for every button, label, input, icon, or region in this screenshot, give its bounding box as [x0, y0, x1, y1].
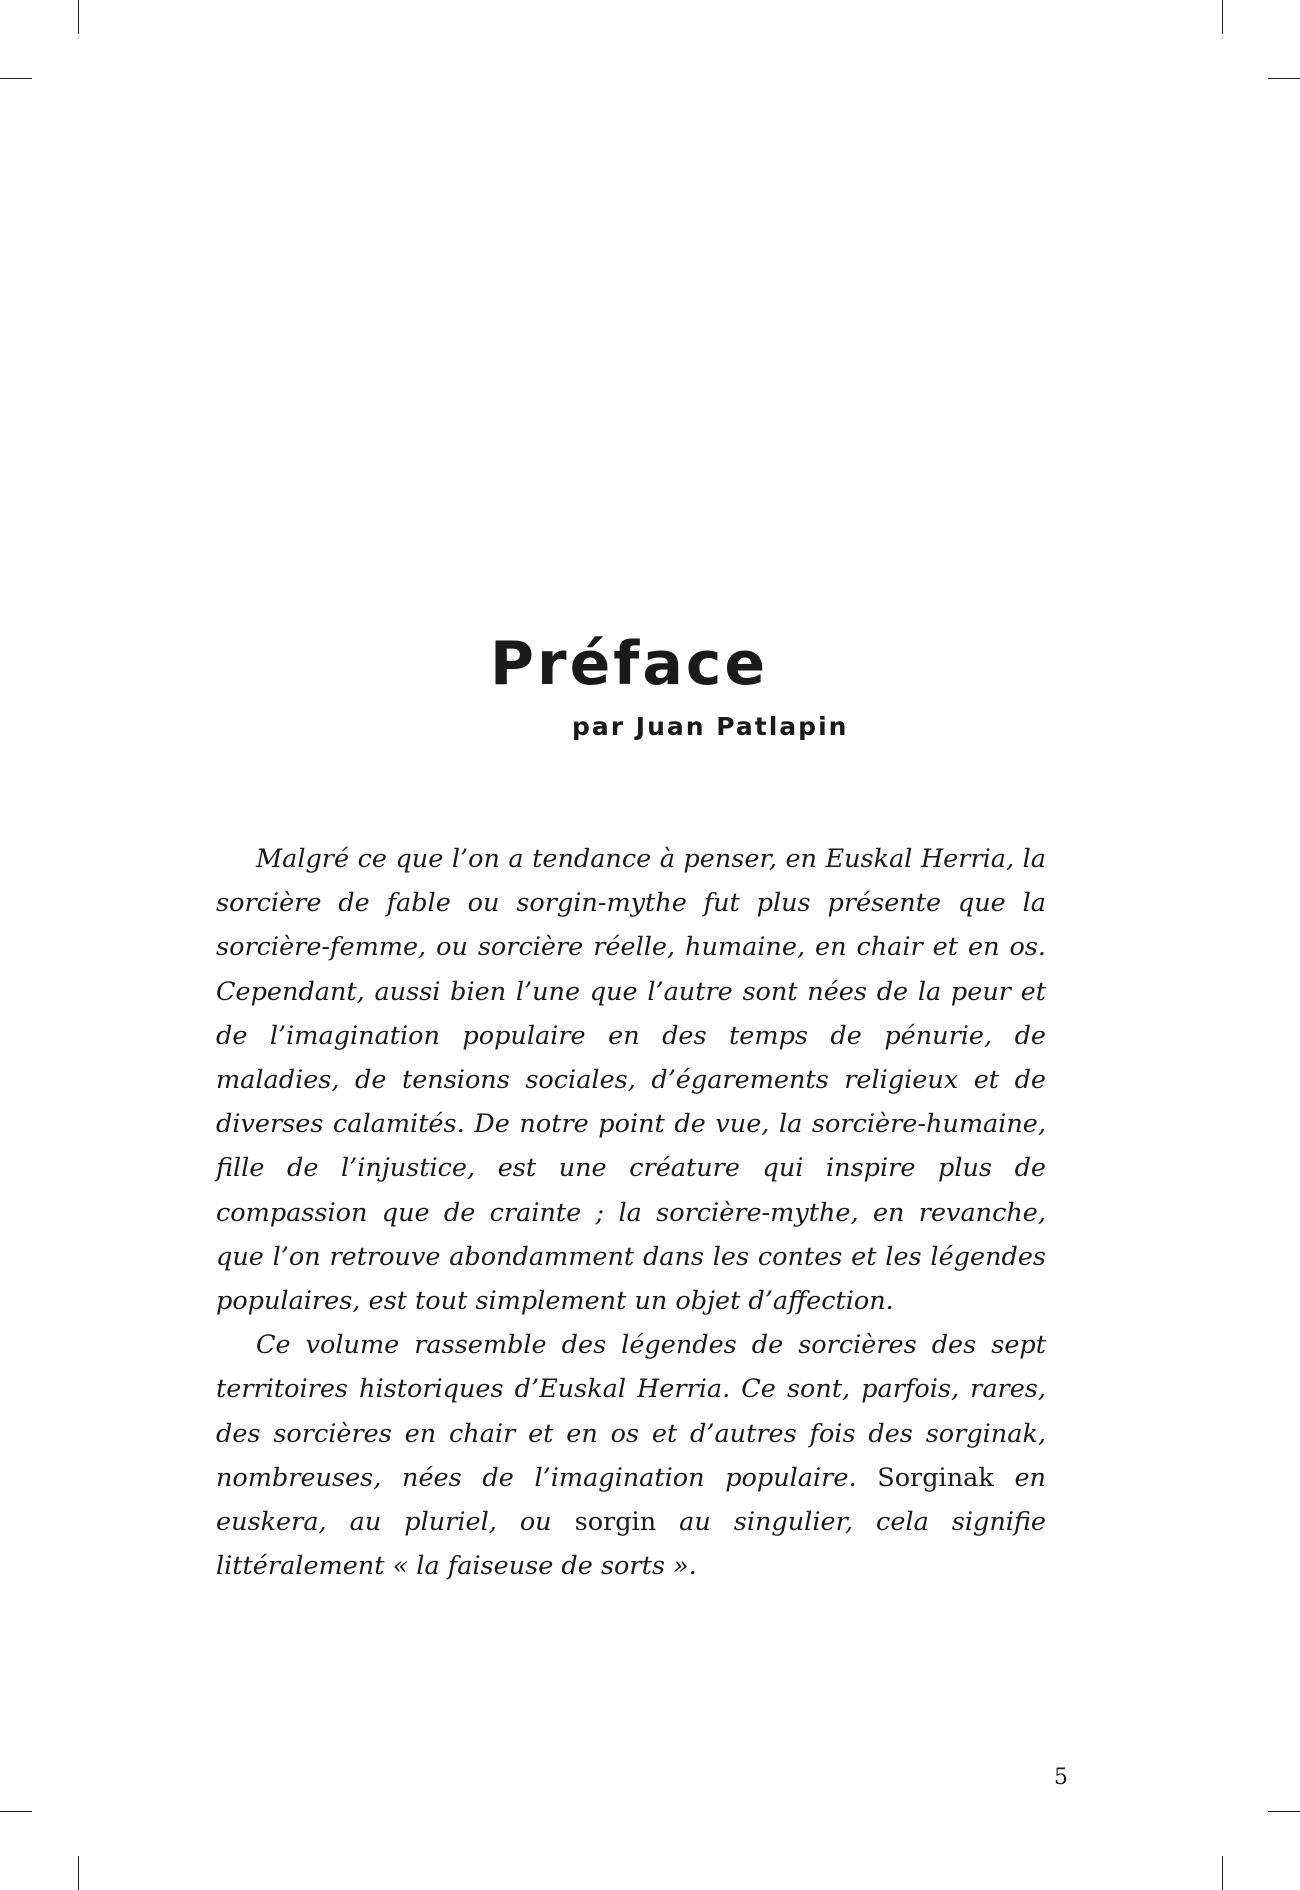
term-sorginak: Sorginak	[877, 1462, 994, 1493]
crop-mark-bottom-right-horizontal	[1268, 1811, 1300, 1812]
crop-mark-bottom-right-vertical	[1222, 1856, 1223, 1890]
crop-mark-top-right-vertical	[1222, 0, 1223, 34]
paragraph-2-part-2: en euskera, au pluriel, ou	[216, 1462, 1046, 1538]
page-subtitle: par Juan Patlapin	[572, 712, 849, 741]
crop-mark-bottom-left-vertical	[78, 1856, 79, 1890]
crop-mark-top-left-vertical	[78, 0, 79, 34]
paragraph-2-part-1: Ce volume rassemble des légendes de sorcières des sept territoires historiques d’Euskal Herria. Ce sont, parfois, rares, des sorcières en chair et en os et d’autres fois des sorginak, nombreuses, nées de l’imagination populaire.	[216, 1330, 1046, 1493]
crop-mark-top-right-horizontal	[1268, 78, 1300, 79]
crop-mark-bottom-left-horizontal	[0, 1811, 32, 1812]
page-number: 5	[1054, 1765, 1068, 1790]
paragraph-1: Malgré ce que l’on a tendance à penser, en Euskal Herria, la sorcière de fable ou sorgin-mythe fut plus présente que la sorcière-femme, ou sorcière réelle, humaine, en chair et en os. Cependant, aussi bien l’une que l’autre sont nées de la peur et de l’imagination populaire en des temps de pénurie, de maladies, de tensions sociales, d’égarements religieux et de diverses calamités. De notre point de vue, la sorcière-humaine, fille de l’injustice, est une créature qui inspire plus de compassion que de crainte ; la sorcière-mythe, en revanche, que l’on retrouve abondamment dans les contes et les légendes populaires, est tout simplement un objet d’affection.	[216, 844, 1046, 1317]
paragraph-2-part-3: au singulier, cela signifie littéralement « la faiseuse de sorts ».	[216, 1507, 1047, 1582]
preface-text	[216, 837, 1046, 1588]
paragraph-2	[216, 1323, 1046, 1588]
term-sorgin: sorgin	[574, 1507, 657, 1538]
page-title: Préface	[490, 629, 769, 699]
crop-mark-top-left-horizontal	[0, 78, 32, 79]
